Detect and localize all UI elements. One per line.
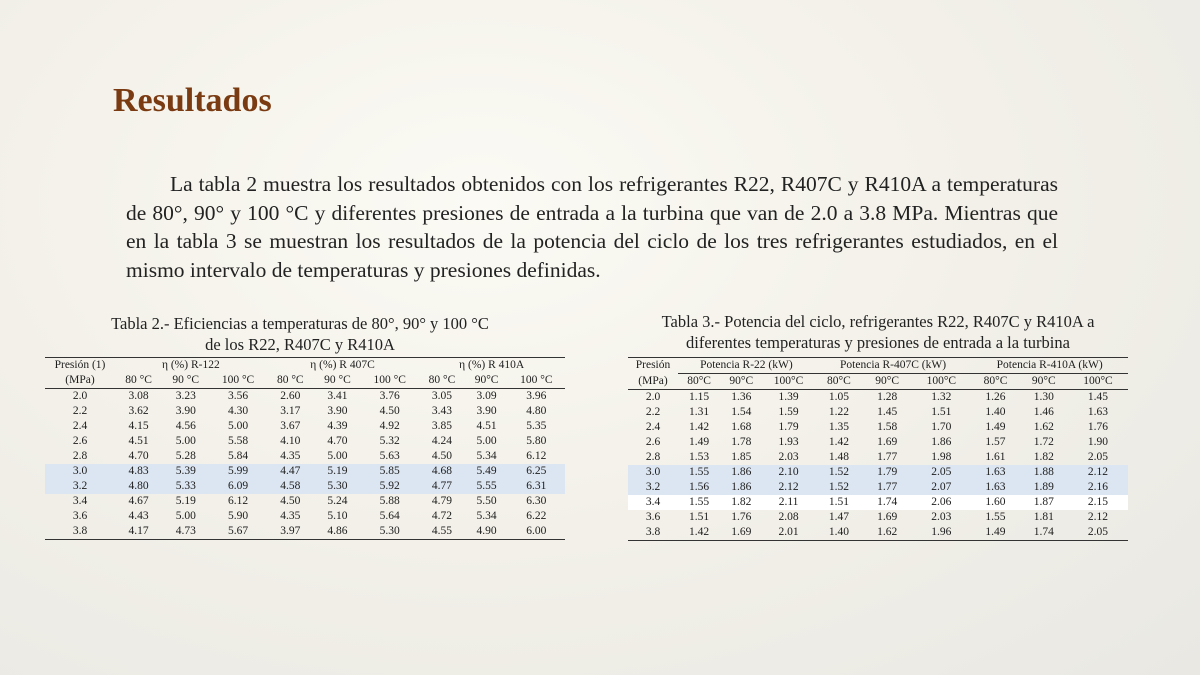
value-cell: 4.90 [466,524,508,540]
value-cell: 1.15 [689,391,710,403]
subheader: 90°C [720,374,762,390]
pressure-cell: 2.4 [72,420,88,432]
subheader: 100 °C [508,373,565,389]
pressure-cell: 3.2 [628,480,678,495]
value-cell: 4.79 [431,495,453,507]
value-cell: 5.64 [379,510,400,522]
value-cell: 4.35 [280,510,301,522]
value-cell: 1.70 [931,421,952,433]
subheader: 80 °C [115,373,162,389]
value-cell: 1.68 [731,421,752,433]
value-cell: 6.31 [508,479,565,494]
value-cell: 1.51 [689,511,710,523]
value-cell: 1.96 [911,525,971,541]
value-cell: 1.55 [678,495,720,510]
subheader: 90°C [1020,374,1068,390]
value-cell: 3.17 [280,405,301,417]
value-cell: 4.67 [128,495,149,507]
subheader: 80 °C [418,373,465,389]
value-cell: 1.57 [985,436,1006,448]
pressure-cell: 2.2 [645,406,661,418]
value-cell: 4.73 [162,524,209,540]
value-cell: 5.00 [175,510,196,522]
value-cell: 4.43 [128,510,149,522]
value-cell: 5.99 [209,464,266,479]
value-cell: 4.30 [227,405,249,417]
value-cell: 5.30 [361,524,418,540]
table3-caption-line1: Tabla 3.- Potencia del ciclo, refrigerantes R22, R407C y R410A a [661,312,1095,331]
pressure-cell: 3.4 [72,495,88,507]
value-cell: 1.42 [678,525,720,541]
value-cell: 1.26 [985,391,1006,403]
value-cell: 1.40 [815,525,863,541]
value-cell: 6.30 [526,495,547,507]
table-row [45,389,565,405]
value-cell: 1.58 [877,421,898,433]
value-cell: 4.50 [379,405,400,417]
pressure-cell: 3.8 [45,524,115,540]
table-row [628,450,1128,465]
group-header-r410a: Potencia R-410A (kW) [971,358,1128,374]
power-table [628,357,1128,541]
value-cell: 2.07 [911,480,971,495]
value-cell: 5.39 [162,464,209,479]
table2-caption-line1: Tabla 2.- Eficiencias a temperaturas de 80°, 90° y 100 °C [111,314,489,333]
value-cell: 3.23 [175,390,196,402]
value-cell: 1.40 [985,406,1006,418]
value-cell: 3.85 [431,420,453,432]
subheader: 100°C [762,374,814,390]
value-cell: 6.00 [508,524,565,540]
table-row [628,465,1128,480]
value-cell: 4.72 [431,510,453,522]
value-cell: 4.47 [267,464,314,479]
value-cell: 5.55 [466,479,508,494]
value-cell: 3.67 [280,420,301,432]
pressure-cell: 3.8 [628,525,678,541]
value-cell: 4.50 [431,450,453,462]
value-cell: 2.05 [911,465,971,480]
value-cell: 1.60 [971,495,1019,510]
value-cell: 1.87 [1020,495,1068,510]
value-cell: 4.70 [327,435,348,447]
value-cell: 4.77 [418,479,465,494]
value-cell: 1.90 [1087,436,1109,448]
table-row [628,480,1128,495]
col-pressure-unit: (MPa) [45,373,115,389]
value-cell: 3.97 [267,524,314,540]
value-cell: 1.69 [877,511,898,523]
group-header-r410a: η (%) R 410A [418,358,565,374]
value-cell: 2.10 [762,465,814,480]
subheader: 90 °C [314,373,361,389]
subheader: 90°C [863,374,911,390]
table-row [45,449,565,464]
value-cell: 1.55 [985,511,1006,523]
value-cell: 1.42 [828,436,849,448]
col-pressure-header: Presión (1) [45,358,115,374]
value-cell: 1.36 [731,391,752,403]
pressure-cell: 2.2 [72,405,88,417]
value-cell: 5.67 [209,524,266,540]
value-cell: 1.32 [931,391,952,403]
value-cell: 1.53 [689,451,710,463]
subheader: 100 °C [361,373,418,389]
value-cell: 5.92 [361,479,418,494]
value-cell: 1.46 [1033,406,1054,418]
value-cell: 2.01 [762,525,814,541]
pressure-cell: 2.0 [645,391,661,403]
value-cell: 1.98 [931,451,952,463]
value-cell: 1.56 [678,480,720,495]
value-cell: 2.05 [1087,451,1109,463]
value-cell: 5.00 [175,435,196,447]
value-cell: 1.49 [971,525,1019,541]
value-cell: 1.48 [828,451,849,463]
value-cell: 1.42 [689,421,710,433]
table2-caption-line2: de los R22, R407C y R410A [205,335,395,354]
value-cell: 1.51 [931,406,952,418]
value-cell: 5.00 [327,450,348,462]
table-row [628,495,1128,510]
subheader-row [45,373,565,389]
pressure-cell: 3.0 [628,465,678,480]
table-row [45,464,565,479]
value-cell: 5.19 [175,495,196,507]
value-cell: 5.50 [476,495,497,507]
value-cell: 1.63 [971,465,1019,480]
value-cell: 4.51 [128,435,149,447]
value-cell: 4.68 [418,464,465,479]
value-cell: 1.82 [720,495,762,510]
table2-caption [45,313,555,355]
pressure-cell: 3.6 [72,510,88,522]
value-cell: 3.05 [431,390,453,402]
value-cell: 1.79 [778,421,799,433]
value-cell: 4.39 [327,420,348,432]
value-cell: 1.82 [1033,451,1054,463]
value-cell: 4.56 [175,420,196,432]
pressure-cell: 3.0 [45,464,115,479]
value-cell: 5.28 [175,450,196,462]
value-cell: 2.15 [1068,495,1128,510]
value-cell: 1.52 [815,480,863,495]
group-header-r22: η (%) R-122 [115,358,267,374]
value-cell: 1.93 [778,436,799,448]
subheader: 80°C [815,374,863,390]
pressure-cell: 3.2 [45,479,115,494]
value-cell: 5.84 [227,450,249,462]
value-cell: 5.33 [162,479,209,494]
subheader: 90 °C [162,373,209,389]
pressure-cell: 2.0 [72,390,88,402]
pressure-cell: 3.6 [645,511,661,523]
value-cell: 4.58 [267,479,314,494]
value-cell: 1.69 [720,525,762,541]
value-cell: 6.25 [508,464,565,479]
value-cell: 5.80 [526,435,547,447]
value-cell: 3.41 [327,390,348,402]
value-cell: 1.59 [778,406,799,418]
subheader: 80°C [971,374,1019,390]
table3-caption [628,311,1128,353]
pressure-cell: 2.8 [72,450,88,462]
value-cell: 4.55 [418,524,465,540]
value-cell: 1.28 [877,391,898,403]
value-cell: 3.62 [128,405,149,417]
value-cell: 4.15 [128,420,149,432]
value-cell: 1.86 [720,480,762,495]
value-cell: 1.63 [1087,406,1109,418]
value-cell: 1.63 [971,480,1019,495]
value-cell: 5.34 [476,510,497,522]
value-cell: 4.10 [280,435,301,447]
body-paragraph: La tabla 2 muestra los resultados obtenidos con los refrigerantes R22, R407C y R410A a temperaturas de 80°, 90° y 100 °C y diferentes presiones de entrada a la turbina que van de 2.0 a 3.8 MPa. Mientras que en la tabla 3 se muestran los resultados de la potencia del ciclo de los tres refrigerantes estudiados, en el mismo intervalo de temperaturas y presiones definidas. [126,172,1058,282]
value-cell: 6.12 [526,450,547,462]
value-cell: 4.35 [280,450,301,462]
value-cell: 1.85 [731,451,752,463]
value-cell: 3.56 [227,390,249,402]
value-cell: 5.19 [314,464,361,479]
value-cell: 1.49 [689,436,710,448]
value-cell: 1.54 [731,406,752,418]
value-cell: 4.51 [476,420,497,432]
value-cell: 3.09 [476,390,497,402]
value-cell: 6.09 [209,479,266,494]
value-cell: 1.52 [815,465,863,480]
value-cell: 2.06 [911,495,971,510]
value-cell: 1.69 [877,436,898,448]
value-cell: 1.35 [828,421,849,433]
value-cell: 2.12 [1068,465,1128,480]
subheader: 100°C [1068,374,1128,390]
value-cell: 1.30 [1033,391,1054,403]
value-cell: 2.03 [931,511,952,523]
value-cell: 1.31 [689,406,710,418]
value-cell: 1.61 [985,451,1006,463]
value-cell: 6.12 [227,495,249,507]
value-cell: 1.22 [828,406,849,418]
value-cell: 3.96 [526,390,547,402]
value-cell: 5.30 [314,479,361,494]
subheader: 90°C [466,373,508,389]
table-row [45,479,565,494]
col-pressure-unit: (MPa) [628,374,678,390]
value-cell: 1.62 [863,525,911,541]
subheader: 100 °C [209,373,266,389]
value-cell: 2.11 [762,495,814,510]
value-cell: 3.90 [476,405,497,417]
value-cell: 1.74 [863,495,911,510]
value-cell: 1.86 [720,465,762,480]
value-cell: 5.24 [327,495,348,507]
table3-caption-line2: diferentes temperaturas y presiones de entrada a la turbina [686,333,1070,352]
value-cell: 1.88 [1020,465,1068,480]
group-header-r407c: η (%) R 407C [267,358,419,374]
value-cell: 6.22 [526,510,547,522]
value-cell: 1.39 [778,391,799,403]
table-row [45,494,565,509]
pressure-cell: 2.4 [645,421,661,433]
value-cell: 1.62 [1033,421,1054,433]
value-cell: 4.17 [115,524,162,540]
value-cell: 4.86 [314,524,361,540]
table-row [628,405,1128,420]
value-cell: 1.05 [828,391,849,403]
value-cell: 1.76 [1087,421,1109,433]
value-cell: 1.49 [985,421,1006,433]
pressure-cell: 2.6 [72,435,88,447]
value-cell: 3.90 [175,405,196,417]
subheader: 80°C [678,374,720,390]
value-cell: 1.55 [678,465,720,480]
value-cell: 5.34 [476,450,497,462]
value-cell: 2.12 [1087,511,1109,523]
value-cell: 5.58 [227,435,249,447]
value-cell: 1.51 [815,495,863,510]
slide-title: Resultados [113,82,272,119]
value-cell: 5.63 [379,450,400,462]
value-cell: 2.12 [762,480,814,495]
table-row [45,419,565,434]
pressure-cell: 2.6 [645,436,661,448]
table-row [45,404,565,419]
table-row [45,524,565,540]
table-row [45,509,565,524]
value-cell: 1.76 [731,511,752,523]
value-cell: 3.08 [128,390,149,402]
value-cell: 1.79 [863,465,911,480]
table-row [628,420,1128,435]
value-cell: 3.43 [431,405,453,417]
value-cell: 5.00 [476,435,497,447]
table-row [628,525,1128,541]
value-cell: 4.50 [280,495,301,507]
value-cell: 3.76 [379,390,400,402]
pressure-cell: 2.8 [645,451,661,463]
table-row [45,434,565,449]
value-cell: 5.10 [327,510,348,522]
value-cell: 3.90 [327,405,348,417]
value-cell: 4.80 [115,479,162,494]
table-row [628,390,1128,406]
value-cell: 1.72 [1033,436,1054,448]
value-cell: 4.83 [115,464,162,479]
subheader: 100°C [911,374,971,390]
value-cell: 1.81 [1033,511,1054,523]
value-cell: 5.90 [227,510,249,522]
value-cell: 1.86 [931,436,952,448]
value-cell: 4.92 [379,420,400,432]
value-cell: 2.16 [1068,480,1128,495]
value-cell: 1.45 [1087,391,1109,403]
pressure-cell: 3.4 [628,495,678,510]
group-header-r407c: Potencia R-407C (kW) [815,358,972,374]
table-row [628,435,1128,450]
value-cell: 5.85 [361,464,418,479]
value-cell: 4.24 [431,435,453,447]
value-cell: 5.32 [379,435,400,447]
value-cell: 1.77 [877,451,898,463]
value-cell: 2.05 [1068,525,1128,541]
value-cell: 1.77 [863,480,911,495]
value-cell: 1.45 [877,406,898,418]
value-cell: 5.88 [379,495,400,507]
value-cell: 4.70 [128,450,149,462]
value-cell: 1.78 [731,436,752,448]
value-cell: 2.08 [778,511,799,523]
efficiency-table [45,357,565,540]
value-cell: 5.35 [526,420,547,432]
value-cell: 5.00 [227,420,249,432]
subheader-row [628,374,1128,390]
value-cell: 5.49 [466,464,508,479]
value-cell: 1.74 [1020,525,1068,541]
subheader: 80 °C [267,373,314,389]
value-cell: 1.47 [828,511,849,523]
col-pressure-header: Presión [628,358,678,374]
table-row [628,510,1128,525]
value-cell: 1.89 [1020,480,1068,495]
value-cell: 2.60 [280,390,301,402]
value-cell: 2.03 [778,451,799,463]
group-header-r22: Potencia R-22 (kW) [678,358,815,374]
value-cell: 4.80 [526,405,547,417]
